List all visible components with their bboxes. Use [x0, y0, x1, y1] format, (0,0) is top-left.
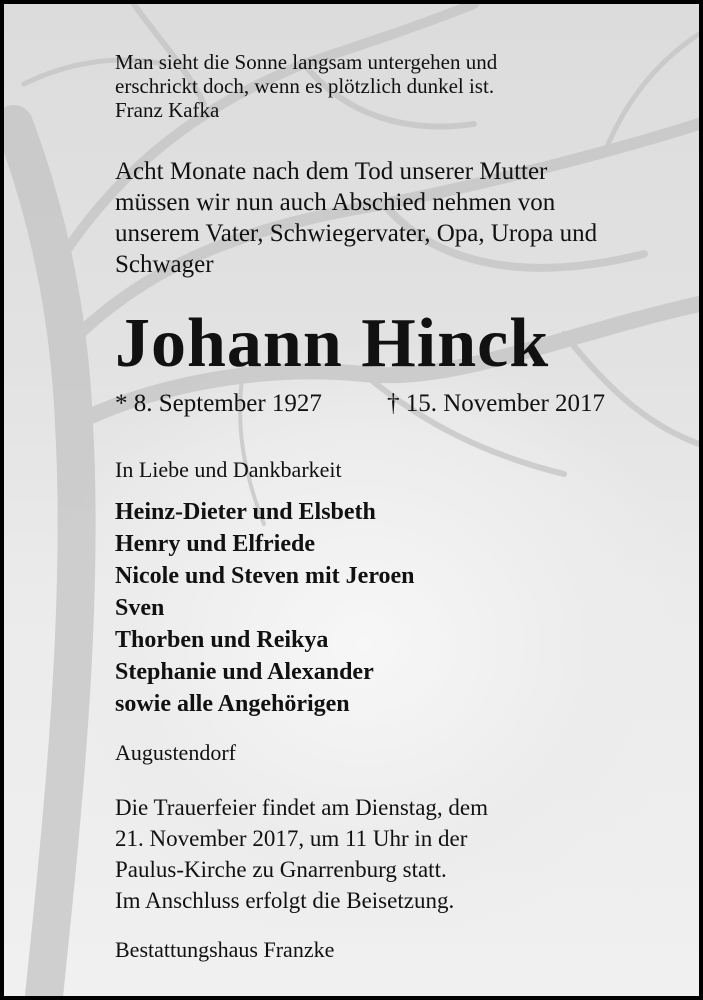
quote-line: erschrickt doch, wenn es plötzlich dunkel ist.	[115, 74, 495, 98]
intro-text	[115, 156, 597, 280]
mourner-name: Nicole und Steven mit Jeroen	[115, 563, 415, 589]
mourner-name: Sven	[115, 595, 165, 621]
death-date: † 15. November 2017	[387, 390, 606, 417]
mourners-list	[115, 496, 415, 720]
service-line: Paulus-Kirche zu Gnarrenburg statt.	[115, 857, 447, 882]
quote-line: Man sieht die Sonne langsam untergehen und	[115, 50, 498, 74]
mourner-name: Henry und Elfriede	[115, 531, 316, 557]
mourner-name: Heinz-Dieter und Elsbeth	[115, 499, 376, 525]
life-dates	[115, 389, 606, 419]
place: Augustendorf	[115, 740, 236, 765]
service-line: Im Anschluss erfolgt die Beisetzung.	[115, 888, 455, 913]
intro-line: unserem Vater, Schwiegervater, Opa, Uropa und	[115, 220, 598, 247]
deceased-name: Johann Hinck	[115, 305, 550, 382]
service-line: 21. November 2017, um 11 Uhr in der	[115, 826, 468, 851]
mourners-intro: In Liebe und Dankbarkeit	[115, 457, 342, 482]
service-info	[115, 792, 488, 916]
obituary-notice	[4, 4, 699, 996]
mourner-name: Stephanie und Alexander	[115, 659, 374, 685]
undertaker: Bestattungshaus Franzke	[115, 937, 335, 962]
birth-date: * 8. September 1927	[115, 390, 322, 417]
intro-line: Acht Monate nach dem Tod unserer Mutter	[115, 158, 548, 185]
service-line: Die Trauerfeier findet am Dienstag, dem	[115, 795, 488, 820]
intro-line: Schwager	[115, 251, 214, 278]
mourner-name: sowie alle Angehörigen	[115, 691, 350, 717]
quote-author: Franz Kafka	[115, 98, 220, 122]
quote	[115, 50, 497, 122]
mourner-name: Thorben und Reikya	[115, 627, 329, 653]
intro-line: müssen wir nun auch Abschied nehmen von	[115, 189, 556, 216]
